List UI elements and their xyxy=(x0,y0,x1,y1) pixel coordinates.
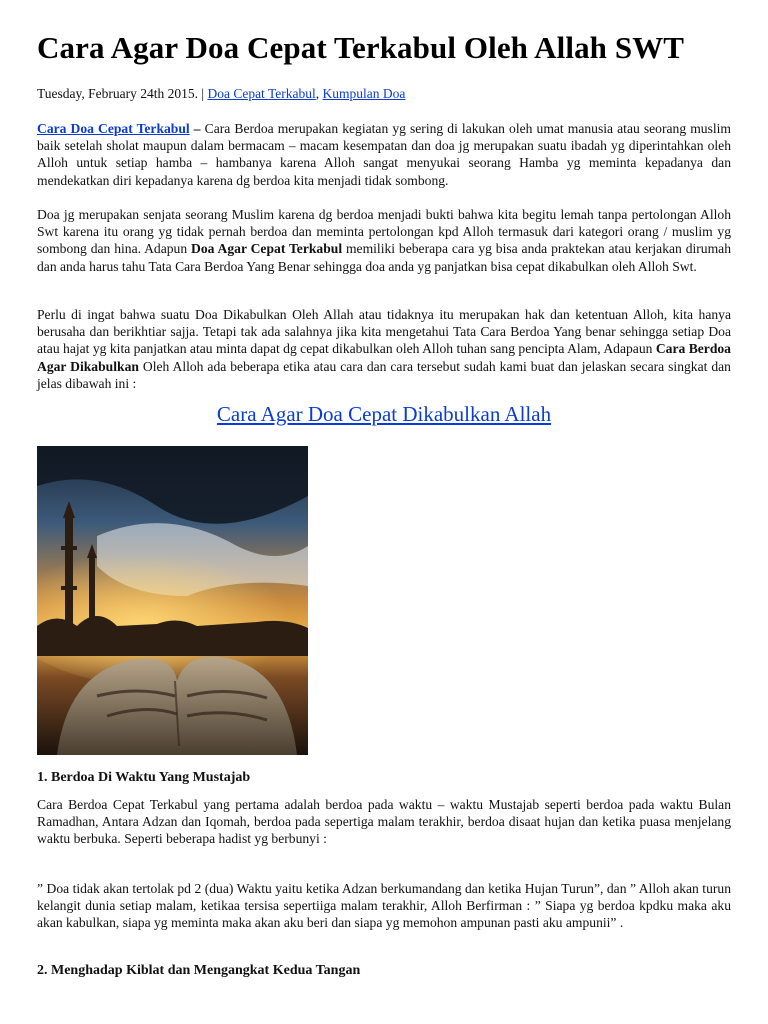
section-1-heading: 1. Berdoa Di Waktu Yang Mustajab xyxy=(37,770,251,785)
paragraph-3-bold: Cara Berdoa Agar Dikabulkan xyxy=(37,341,731,374)
post-date: Tuesday, February 24th 2015. xyxy=(37,86,198,101)
paragraph-2-text-a: Doa jg merupakan senjata seorang Muslim karena dg berdoa menjadi bukti bahwa kita begitu lemah tanpa pertolongan Alloh Swt karena itu orang yg tidak pernah berdoa dan meminta pertolongan kpd Alloh termasuk dari kategori orang / muslim yg sombong dan hina. Adapun xyxy=(37,207,731,257)
intro-paragraph xyxy=(37,120,731,189)
paragraph-3 xyxy=(37,306,731,392)
section-2-heading: 2. Menghadap Kiblat dan Mengangkat Kedua Tangan xyxy=(37,963,361,978)
hadith-quote: ” Doa tidak akan tertolak pd 2 (dua) Waktu yaitu ketika Adzan berkumandang dan ketika Hujan Turun”, dan ” Alloh akan turun kelangit dunia setiap malam, ketikaa tersisa sepertiiga malam terakhir, Alloh Berfirman : ” Siapa yg berdoa kpdku maka aku akan kabulkan, siapa yg meminta maka akan aku beri dan siapa yg memohon ampunan pasti aku ampunii” . xyxy=(37,881,731,931)
paragraph-2 xyxy=(37,206,731,275)
article-title: Cara Agar Doa Cepat Terkabul Oleh Allah SWT xyxy=(37,30,685,65)
paragraph-3-text-a: Perlu di ingat bahwa suatu Doa Dikabulkan Oleh Allah atau tidaknya itu merupakan hak dan ketentuan Alloh, kita hanya berusaha dan berikhtiar sajja. Tetapi tak ada salahnya jika kita mengetahui Tata Cara Berdoa Yang benar sehingga setiap Doa atau hajat yg kita panjatkan atau minta dapat dg cepat dikabulkan oleh Alloh tuhan sang pencipta Alam, Adapaun xyxy=(37,307,731,357)
paragraph-2-bold: Doa Agar Cepat Terkabul xyxy=(191,241,343,257)
category-link-doa-cepat-terkabul[interactable]: Doa Cepat Terkabul xyxy=(207,86,316,101)
praying-hands-image xyxy=(37,446,308,755)
lead-link[interactable]: Cara Doa Cepat Terkabul xyxy=(37,121,190,136)
article-meta xyxy=(37,86,405,102)
paragraph-3-text-b: Oleh Alloh ada beberapa etika atau cara dan cara tersebut sudah kami buat dan jelaskan secara singkat dan jelas dibawah ini : xyxy=(37,358,731,391)
section-1-paragraph: Cara Berdoa Cepat Terkabul yang pertama adalah berdoa pada waktu – waktu Mustajab seperti berdoa pada waktu Bulan Ramadhan, Antara Adzan dan Iqomah, berdoa pada sepertiga malam terakhir, berdoa disaat hujan dan ketika puasa menjelang waktu berbuka. Seperti beberapa hadist yg berbunyi : xyxy=(37,797,731,847)
category-separator: , xyxy=(315,86,323,101)
lead-dash: – xyxy=(189,121,205,136)
meta-separator: | xyxy=(198,86,208,101)
paragraph-2-text-b: memiliki beberapa cara yg bisa anda praktekan atau kerjakan dirumah dan anda harus tahu Tata Cara Berdoa Yang Benar sehingga doa anda yg panjatkan bisa cepat dikabulkan oleh Alloh Swt. xyxy=(37,241,731,274)
subheading-link[interactable]: Cara Agar Doa Cepat Dikabulkan Allah xyxy=(216,402,552,426)
subheading xyxy=(0,402,768,427)
category-link-kumpulan-doa[interactable]: Kumpulan Doa xyxy=(322,86,406,101)
intro-text: Cara Berdoa merupakan kegiatan yg sering di lakukan oleh umat manusia atau seorang muslim baik setelah sholat maupun dalam bermacam – macam kesempatan dan doa jg merupakan suatu ibadah yg diperintahkan oleh Alloh untuk setiap hamba – hambanya karena Alloh sangat menyukai seorang Hamba yg meminta kepadanya dan mendekatkan diri kepadanya karena dg berdoa kita menjadi tidak sombong. xyxy=(37,121,732,188)
